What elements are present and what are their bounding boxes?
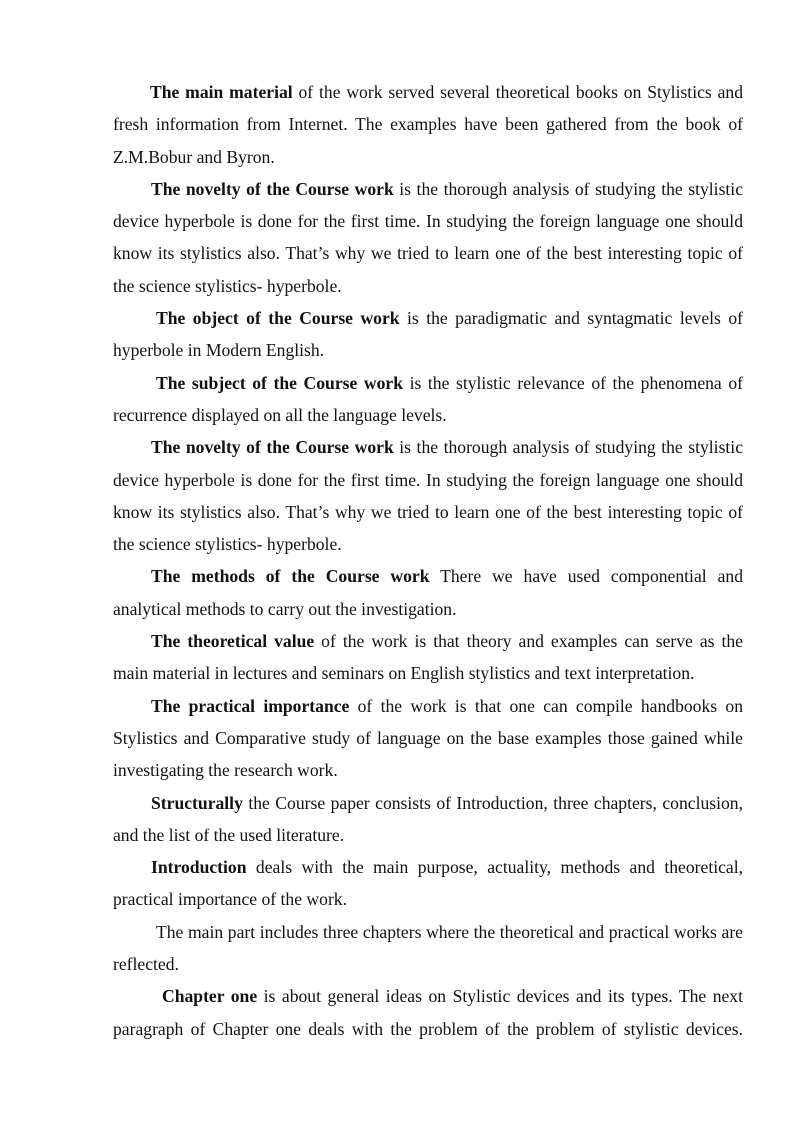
paragraph-text: is the paradigmatic and syntagmatic levels of hyperbole in Modern English. [113, 308, 743, 361]
paragraph-text: of the work is that theory and examples can serve as the main material in lectures and seminars on English stylistics and text interpretation. [113, 631, 743, 684]
paragraph-text: is the thorough analysis of studying the stylistic device hyperbole is done for the first time. In studying the foreign language one should know its stylistics also. That’s why we tried to learn one of the best interesting topic of the science stylistics- hyperbole. [113, 437, 744, 555]
paragraph-introduction [113, 851, 743, 916]
paragraph-heading: Structurally [151, 792, 243, 813]
paragraph-heading: The theoretical value [151, 631, 315, 652]
paragraph-text: the Course paper consists of Introduction, three chapters, conclusion, and the list of the used literature. [113, 792, 743, 845]
paragraph-heading: Introduction [151, 857, 247, 878]
paragraph-text: is about general ideas on Stylistic devices and its types. The next paragraph of Chapter one deals with the problem of the problem of stylistic devices. [113, 986, 743, 1039]
paragraph-chapter-one [113, 980, 743, 1045]
paragraph-subject [113, 367, 743, 432]
document-body [113, 76, 743, 1045]
paragraph-novelty [113, 173, 743, 302]
paragraph-theoretical-value [113, 625, 743, 690]
paragraph-practical-importance [113, 690, 743, 787]
paragraph-text: There we have used componential and analytical methods to carry out the investigation. [113, 566, 743, 619]
paragraph-heading: The novelty of the Course work [151, 437, 394, 458]
paragraph-heading: The methods of the Course work [151, 566, 430, 587]
paragraph-main-part [113, 916, 743, 981]
paragraph-text: of the work is that one can compile handbooks on Stylistics and Comparative study of language on the base examples those gained while investigating the research work. [113, 695, 743, 781]
paragraph-text: is the thorough analysis of studying the stylistic device hyperbole is done for the first time. In studying the foreign language one should know its stylistics also. That’s why we tried to learn one of the best interesting topic of the science stylistics- hyperbole. [113, 178, 744, 296]
paragraph-heading: The subject of the Course work [156, 372, 403, 393]
paragraph-heading: The main material [150, 82, 293, 102]
paragraph-heading: Chapter one [162, 986, 258, 1007]
paragraph-structure [113, 787, 743, 852]
paragraph-text: The main part includes three chapters where the theoretical and practical works are reflected. [113, 921, 743, 975]
paragraph-heading: The novelty of the Course work [151, 178, 394, 199]
paragraph-methods [113, 560, 743, 625]
paragraph-text: deals with the main purpose, actuality, methods and theoretical, practical importance of the work. [113, 857, 743, 910]
paragraph-novelty-repeat [113, 431, 743, 560]
paragraph-main-material [113, 76, 743, 173]
paragraph-heading: The object of the Course work [156, 308, 400, 329]
paragraph-text: of the work served several theoretical books on Stylistics and fresh information from Internet. The examples have been gathered from the book of Z.M.Bobur and Byron. [113, 82, 743, 167]
paragraph-text: is the stylistic relevance of the phenomena of recurrence displayed on all the language levels. [113, 372, 743, 425]
paragraph-heading: The practical importance [151, 695, 350, 716]
paragraph-object [113, 302, 743, 367]
